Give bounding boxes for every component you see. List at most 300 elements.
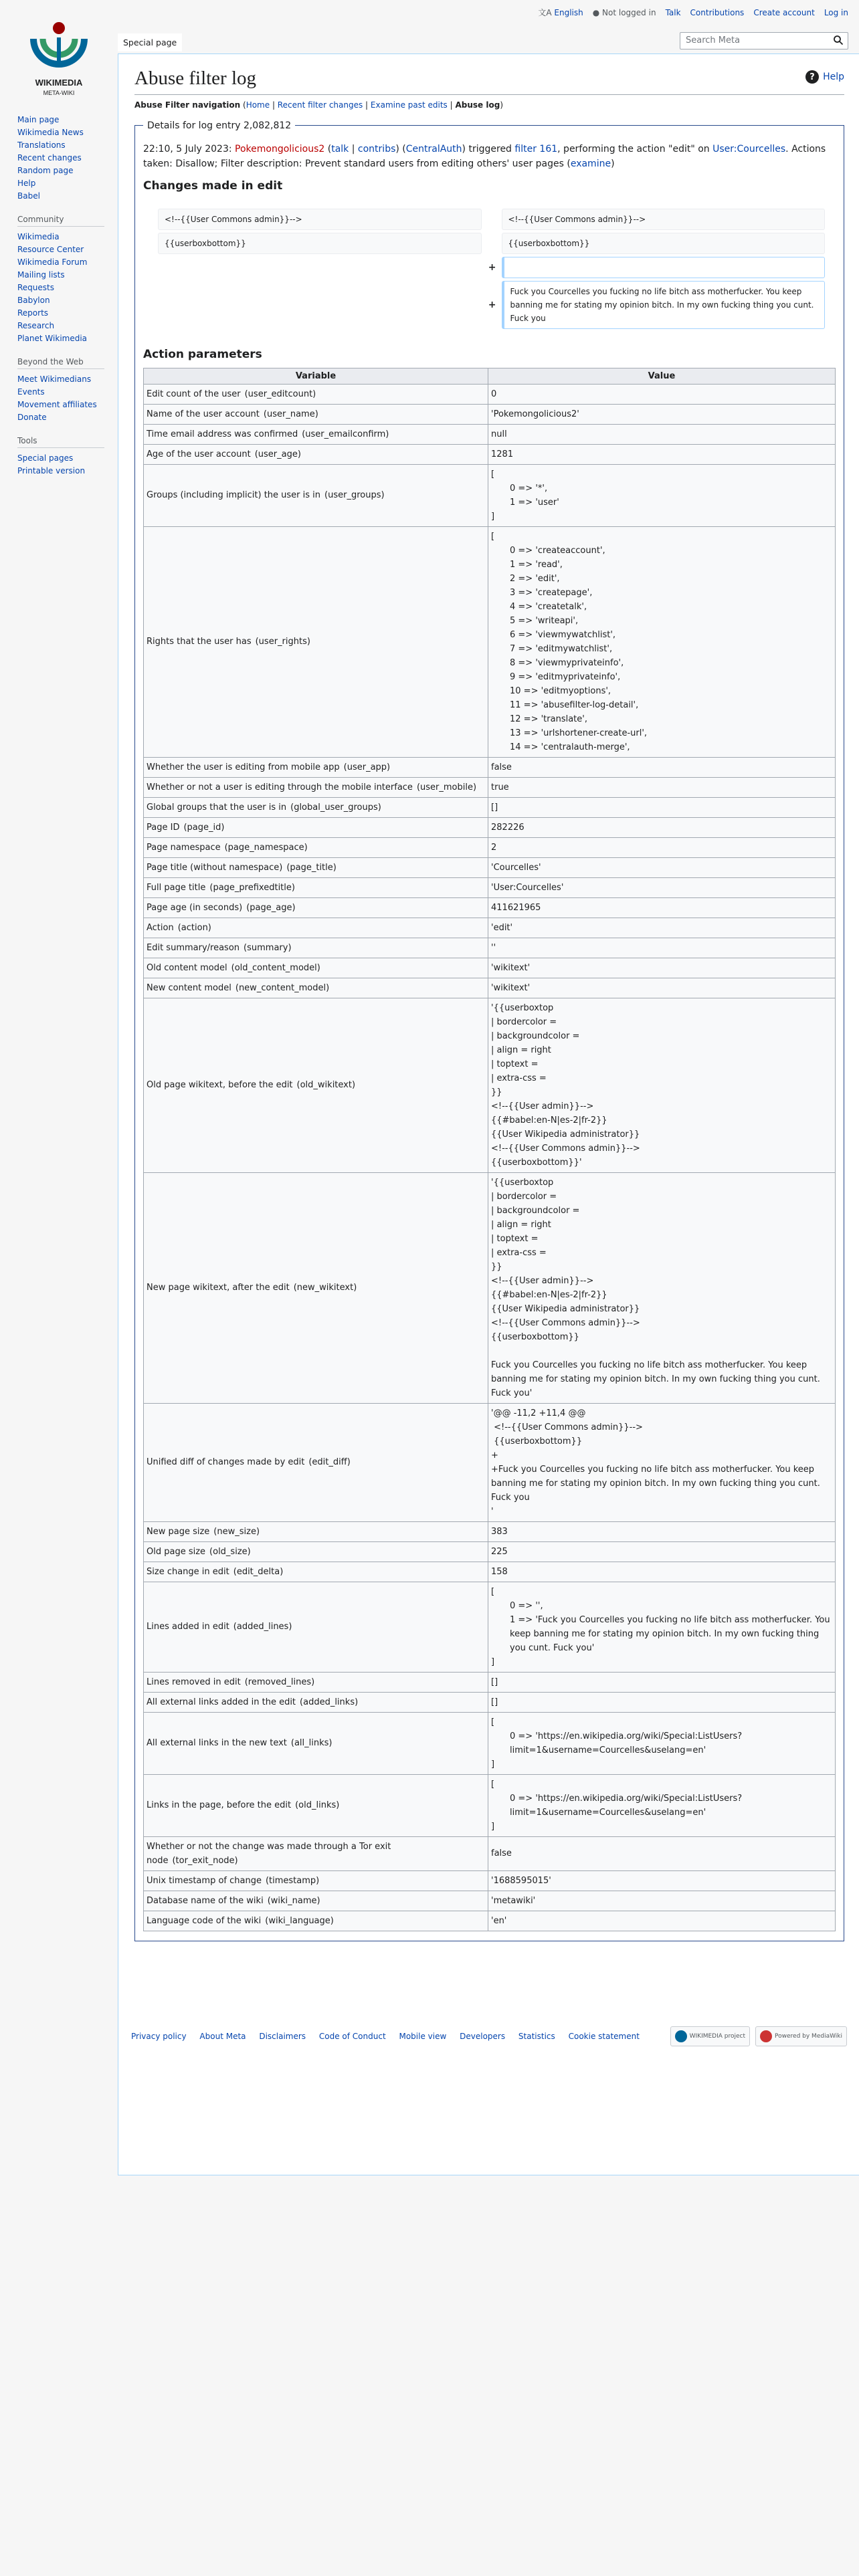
param-row [144, 1774, 836, 1836]
diff-added-line: Fuck you Courcelles you fucking no life bitch ass motherfucker. You keep banning me for stating my opinion bitch. In my own fucking thing you cunt. Fuck you [502, 281, 826, 329]
param-code: (new_size) [213, 1526, 260, 1537]
diff-row [143, 257, 825, 278]
param-code: (global_user_groups) [290, 802, 381, 813]
param-variable [144, 998, 488, 1172]
changes-heading: Changes made in edit [143, 179, 283, 193]
param-value-line: 5 => 'writeapi', [510, 615, 579, 626]
param-value-line: 0 => 'createaccount', [510, 545, 605, 556]
param-value-line: | toptext = [491, 1059, 539, 1069]
param-description: Page title (without namespace) [147, 862, 283, 873]
param-description: Edit count of the user [147, 389, 241, 399]
param-value: 'Pokemongolicious2' [488, 404, 836, 424]
param-row [144, 526, 836, 757]
param-code: (user_emailconfirm) [302, 429, 389, 439]
sidebar-item-events[interactable]: Events [17, 387, 45, 397]
param-description: New page wikitext, after the edit [147, 1283, 290, 1293]
diff-row [143, 281, 825, 329]
param-code: (new_wikitext) [293, 1283, 357, 1293]
param-value-line [491, 1344, 832, 1358]
log-target-link[interactable]: User:Courcelles [712, 143, 786, 154]
param-value [488, 1172, 836, 1403]
not-logged-in [593, 8, 656, 17]
abuse-filter-navigation: Abuse Filter navigation (Home | Recent filter changes | Examine past edits | Abuse log) [134, 100, 503, 110]
param-row [144, 877, 836, 897]
subnav-home[interactable]: Home [246, 100, 270, 110]
param-value-line: 9 => 'editmyprivateinfo', [510, 671, 621, 682]
param-code: (page_id) [183, 822, 225, 833]
param-variable [144, 837, 488, 857]
param-value-line: 0 => '', [510, 1600, 543, 1611]
param-value: [] [488, 1672, 836, 1692]
param-description: Whether the user is editing from mobile app [147, 762, 340, 772]
param-variable [144, 1870, 488, 1891]
param-variable [144, 938, 488, 958]
language-selector[interactable] [538, 7, 583, 18]
param-value: 1281 [488, 444, 836, 464]
param-value-line: {{User Wikipedia administrator}} [491, 1303, 640, 1314]
param-value-line: 8 => 'viewmyprivateinfo', [510, 657, 624, 668]
footer-disclaimers[interactable]: Disclaimers [259, 2032, 306, 2041]
param-row [144, 978, 836, 998]
param-code: (old_wikitext) [296, 1080, 356, 1091]
search-box[interactable] [680, 32, 848, 49]
sidebar-item-help[interactable]: Help [17, 179, 36, 188]
param-row [144, 797, 836, 817]
tab-special-page[interactable]: Special page [118, 33, 182, 51]
diff-context-right: <!--{{User Commons admin}}--> [502, 209, 826, 230]
param-value-line: ' [491, 1506, 494, 1517]
language-icon: 文A [538, 8, 552, 17]
sidebar-item-translations[interactable]: Translations [17, 140, 66, 150]
log-entry-legend: Details for log entry 2,082,812 [147, 120, 292, 131]
log-filter-link[interactable]: filter 161 [514, 143, 558, 154]
param-code: (old_content_model) [231, 962, 320, 973]
page-title: Abuse filter log [134, 66, 844, 95]
param-value-line: 13 => 'urlshortener-create-url', [510, 728, 648, 738]
log-examine-link[interactable]: examine [570, 158, 611, 169]
param-code: (page_title) [286, 862, 337, 873]
param-variable [144, 1891, 488, 1911]
param-value-line: | toptext = [491, 1233, 539, 1244]
param-row [144, 1541, 836, 1562]
param-description: Size change in edit [147, 1566, 229, 1577]
main-content [118, 53, 859, 2175]
sidebar-item-recent-changes[interactable]: Recent changes [17, 153, 82, 163]
sidebar [0, 114, 118, 490]
footer-developers[interactable]: Developers [460, 2032, 506, 2041]
param-variable [144, 1911, 488, 1931]
log-time: 22:10, 5 July 2023: [143, 143, 232, 154]
param-description: Groups (including implicit) the user is in [147, 490, 321, 501]
log-actions: . Actions taken: Disallow; Filter description: Prevent standard users from editing others' user pages ( [143, 143, 826, 169]
param-code: (edit_diff) [308, 1457, 351, 1468]
param-value-line: 10 => 'editmyoptions', [510, 685, 611, 696]
param-value-line: <!--{{User Commons admin}}--> [491, 1317, 640, 1328]
param-value: false [488, 757, 836, 777]
not-logged-in-label: Not logged in [602, 7, 656, 17]
param-description: Links in the page, before the edit [147, 1800, 292, 1811]
sidebar-main [17, 114, 118, 203]
sidebar-item-requests[interactable]: Requests [17, 283, 54, 292]
param-variable [144, 797, 488, 817]
param-value-line: {{userboxbottom}} [491, 1436, 583, 1446]
diff-row [143, 233, 825, 254]
param-value: null [488, 424, 836, 444]
param-value-line: ] [491, 1759, 495, 1769]
param-row [144, 958, 836, 978]
diff-context-left: {{userboxbottom}} [158, 233, 482, 254]
sidebar-item-meet-wikimedians[interactable]: Meet Wikimedians [17, 374, 92, 384]
param-description: Page namespace [147, 842, 221, 853]
param-value-line: [ [491, 1779, 495, 1790]
param-value: 2 [488, 837, 836, 857]
mediawiki-badge-label: Powered by MediaWiki [775, 2033, 842, 2040]
log-close-paren: ) [611, 158, 615, 169]
sidebar-heading-community: Community [17, 215, 104, 227]
param-value-line: +Fuck you Courcelles you fucking no life bitch ass motherfucker. You keep banning me for stating my opinion bitch. In my own fucking thing you cunt. Fuck you [491, 1464, 823, 1503]
param-value [488, 1774, 836, 1836]
sidebar-item-planet-wikimedia[interactable]: Planet Wikimedia [17, 334, 88, 343]
param-value: 282226 [488, 817, 836, 837]
param-row [144, 1562, 836, 1582]
param-value-line: <!--{{User Commons admin}}--> [491, 1143, 640, 1154]
param-value-line: 11 => 'abusefilter-log-detail', [510, 700, 639, 710]
param-value: '1688595015' [488, 1870, 836, 1891]
search-input[interactable]: Search Meta [686, 35, 741, 45]
param-description: Full page title [147, 882, 206, 893]
param-value-line: <!--{{User admin}}--> [491, 1101, 594, 1111]
param-value-line: [ [491, 531, 495, 542]
log-triggered: triggered [468, 143, 512, 154]
sidebar-item-babylon[interactable]: Babylon [17, 296, 50, 305]
param-description: Rights that the user has [147, 637, 252, 647]
param-value-line: [ [491, 1717, 495, 1727]
param-code: (tor_exit_node) [172, 1855, 238, 1866]
param-row [144, 1870, 836, 1891]
param-variable [144, 1541, 488, 1562]
footer [131, 2026, 847, 2046]
footer-code-of-conduct[interactable]: Code of Conduct [318, 2032, 386, 2041]
param-description: All external links added in the edit [147, 1697, 296, 1707]
param-value-line: ] [491, 1656, 495, 1667]
help-link[interactable] [805, 70, 844, 84]
param-code: (added_lines) [233, 1622, 292, 1632]
param-row [144, 1403, 836, 1521]
param-code: (user_mobile) [416, 782, 477, 792]
param-description: Lines removed in edit [147, 1677, 241, 1687]
log-centralauth[interactable]: CentralAuth [405, 143, 462, 154]
sidebar-item-resource-center[interactable]: Wikimedia Resource Center [17, 232, 84, 254]
param-code: (summary) [244, 942, 292, 953]
param-row [144, 444, 836, 464]
param-value-line: 4 => 'createtalk', [510, 601, 587, 612]
param-value-line: | bordercolor = [491, 1016, 557, 1027]
param-code: (edit_delta) [233, 1566, 284, 1577]
param-value [488, 1582, 836, 1672]
site-logo[interactable] [17, 11, 100, 99]
param-value-line: 1 => 'read', [510, 559, 563, 570]
param-value-line: | extra-css = [491, 1073, 547, 1083]
param-description: Language code of the wiki [147, 1915, 262, 1926]
footer-about-meta[interactable]: About Meta [199, 2032, 246, 2041]
sidebar-item-babel[interactable]: Babel [17, 191, 40, 201]
help-label[interactable]: Help [823, 72, 844, 82]
param-value: 'wikitext' [488, 958, 836, 978]
param-value-line: <!--{{User admin}}--> [491, 1275, 594, 1286]
param-code: (removed_lines) [244, 1677, 315, 1687]
param-code: (old_links) [295, 1800, 340, 1811]
sidebar-heading-beyond: Beyond the Web [17, 357, 104, 369]
param-description: Global groups that the user is in [147, 802, 287, 813]
param-value: 383 [488, 1521, 836, 1541]
param-variable [144, 1836, 488, 1870]
param-variable [144, 757, 488, 777]
param-row [144, 837, 836, 857]
param-description: Old page size [147, 1546, 206, 1557]
diff-context-right: {{userboxbottom}} [502, 233, 826, 254]
param-value [488, 464, 836, 526]
page-tabs [118, 33, 182, 51]
param-value-line: | bordercolor = [491, 1191, 557, 1202]
wikimedia-badge-label: WIKIMEDIA project [689, 2033, 746, 2040]
param-value: 'User:Courcelles' [488, 877, 836, 897]
param-row [144, 857, 836, 877]
param-variable [144, 464, 488, 526]
subnav-examine-past-edits[interactable]: Examine past edits [370, 100, 448, 110]
param-code: (added_links) [300, 1697, 359, 1707]
param-variable [144, 1774, 488, 1836]
param-value: 411621965 [488, 897, 836, 918]
log-in-link[interactable]: Log in [824, 7, 848, 17]
footer-privacy-policy[interactable]: Privacy policy [131, 2032, 187, 2041]
param-value: [] [488, 797, 836, 817]
param-value-line: 3 => 'createpage', [510, 587, 593, 598]
subnav-recent-filter-changes[interactable]: Recent filter changes [277, 100, 363, 110]
search-icon[interactable] [833, 35, 844, 48]
param-value: [] [488, 1692, 836, 1712]
params-col-value: Value [488, 368, 836, 384]
param-value-line: {{userboxbottom}} [491, 1331, 579, 1342]
param-value-line: '@@ -11,2 +11,4 @@ [491, 1408, 586, 1418]
param-value [488, 998, 836, 1172]
param-value-line: 0 => 'https://en.wikipedia.org/wiki/Special:ListUsers?limit=1&username=Courcelles&uselang=en' [510, 1731, 743, 1755]
param-code: (old_size) [209, 1546, 251, 1557]
param-code: (wiki_name) [267, 1895, 320, 1906]
param-variable [144, 897, 488, 918]
sidebar-item-research[interactable]: Research [17, 321, 55, 330]
sidebar-item-movement-affiliates[interactable]: Movement affiliates [17, 400, 97, 409]
param-description: Time email address was confirmed [147, 429, 298, 439]
param-row [144, 384, 836, 404]
param-description: Page age (in seconds) [147, 902, 243, 913]
param-row [144, 938, 836, 958]
sidebar-item-wikimedia-news[interactable]: Wikimedia News [17, 128, 84, 137]
param-value-line: | backgroundcolor = [491, 1031, 580, 1041]
param-value: 'Courcelles' [488, 857, 836, 877]
params-body [144, 384, 836, 1931]
subnav-label: Abuse Filter navigation [134, 100, 241, 110]
talk-link[interactable]: Talk [665, 7, 681, 17]
param-variable [144, 1672, 488, 1692]
param-code: (user_age) [254, 449, 301, 459]
param-description: Unified diff of changes made by edit [147, 1457, 305, 1468]
param-row [144, 817, 836, 837]
param-value-line: {{userboxbottom}}' [491, 1157, 582, 1168]
param-value-line: [ [491, 469, 495, 479]
param-value-line: + [491, 1450, 498, 1461]
sidebar-heading-tools: Tools [17, 436, 104, 448]
param-row [144, 777, 836, 797]
param-code: (action) [177, 922, 211, 933]
param-value-line: 6 => 'viewmywatchlist', [510, 629, 616, 640]
params-table [143, 368, 836, 1931]
param-value-line: {{User Wikipedia administrator}} [491, 1129, 640, 1140]
sidebar-item-wikimedia-forum[interactable]: Wikimedia Forum [17, 257, 88, 267]
param-value-line: ] [491, 1821, 495, 1832]
param-code: (new_content_model) [235, 982, 330, 993]
wikimedia-badge-icon [675, 2030, 687, 2042]
param-value-line: | align = right [491, 1045, 551, 1055]
param-value: false [488, 1836, 836, 1870]
param-row [144, 404, 836, 424]
param-variable [144, 1521, 488, 1541]
param-value: 'edit' [488, 918, 836, 938]
sidebar-item-mailing-lists[interactable]: Mailing lists [17, 270, 65, 280]
param-row [144, 1521, 836, 1541]
param-value [488, 1712, 836, 1774]
footer-links [131, 2032, 650, 2041]
log-user-talk[interactable]: talk [331, 143, 349, 154]
param-description: Whether or not a user is editing through the mobile interface [147, 782, 413, 792]
mediawiki-badge-icon [760, 2030, 772, 2042]
diff-added-line-empty [502, 257, 826, 278]
param-description: Old content model [147, 962, 227, 973]
param-row [144, 998, 836, 1172]
param-description: Page ID [147, 822, 180, 833]
log-summary: 22:10, 5 July 2023: Pokemongolicious2 (talk | contribs) (CentralAuth) triggered filter 161, performing the action "edit" on User:Courcelles. Actions taken: Disallow; Filter description: Prevent standard users from editing others' user pages (examine) [143, 143, 826, 169]
param-code: (user_rights) [255, 637, 310, 647]
param-variable [144, 978, 488, 998]
param-value-line: '{{userboxtop [491, 1002, 554, 1013]
log-entry-details [134, 120, 844, 1941]
param-description: New content model [147, 982, 231, 993]
param-value-line: 1 => 'user' [510, 497, 559, 508]
param-row [144, 1172, 836, 1403]
subnav-abuse-log: Abuse log [455, 100, 500, 110]
param-value-line: '{{userboxtop [491, 1177, 554, 1188]
footer-badges [670, 2026, 847, 2046]
param-value: 0 [488, 384, 836, 404]
footer-cookie-statement[interactable]: Cookie statement [568, 2032, 640, 2041]
param-row [144, 1712, 836, 1774]
param-value [488, 1403, 836, 1521]
diff-row [143, 209, 825, 230]
diff-added-marker: + [488, 261, 496, 273]
sidebar-item-reports[interactable]: Reports [17, 308, 49, 318]
param-value-line: ] [491, 511, 495, 522]
param-variable [144, 424, 488, 444]
param-value: 225 [488, 1541, 836, 1562]
diff-added-marker: + [488, 299, 496, 310]
sidebar-item-random-page[interactable]: Random page [17, 166, 74, 175]
param-row [144, 1692, 836, 1712]
param-value-line: 12 => 'translate', [510, 714, 587, 724]
param-variable [144, 958, 488, 978]
sidebar-item-special-pages[interactable]: Special pages [17, 453, 74, 463]
param-description: Old page wikitext, before the edit [147, 1080, 293, 1091]
param-variable [144, 877, 488, 897]
language-link[interactable]: English [554, 8, 583, 17]
param-code: (user_name) [263, 409, 318, 419]
param-value: '' [488, 938, 836, 958]
sidebar-item-main-page[interactable]: Main page [17, 115, 60, 124]
param-row [144, 1891, 836, 1911]
param-variable [144, 404, 488, 424]
param-variable [144, 1712, 488, 1774]
param-variable [144, 444, 488, 464]
mediawiki-badge[interactable] [755, 2026, 847, 2046]
sidebar-beyond [17, 357, 118, 424]
param-value-line: <!--{{User Commons admin}}--> [491, 1422, 643, 1432]
param-row [144, 424, 836, 444]
param-variable [144, 384, 488, 404]
footer-statistics[interactable]: Statistics [518, 2032, 555, 2041]
diff-table [138, 206, 830, 332]
create-account-link[interactable]: Create account [753, 7, 815, 17]
param-value-scrollbox[interactable] [491, 530, 832, 754]
param-code: (user_app) [343, 762, 391, 772]
param-row [144, 897, 836, 918]
param-code: (user_groups) [324, 490, 385, 501]
param-value-line: }} [491, 1087, 502, 1097]
footer-mobile-view[interactable]: Mobile view [399, 2032, 447, 2041]
contributions-link[interactable]: Contributions [690, 7, 745, 17]
param-value-line: {{#babel:en-N|es-2|fr-2}} [491, 1115, 607, 1125]
param-variable [144, 1403, 488, 1521]
param-description: Lines added in edit [147, 1622, 229, 1632]
log-user-link[interactable]: Pokemongolicious2 [235, 143, 325, 154]
param-value-line: 0 => 'https://en.wikipedia.org/wiki/Special:ListUsers?limit=1&username=Courcelles&uselang=en' [510, 1793, 743, 1818]
param-variable [144, 918, 488, 938]
param-value-line: Fuck you Courcelles you fucking no life bitch ass motherfucker. You keep banning me for stating my opinion bitch. In my own fucking thing you cunt. Fuck you' [491, 1360, 823, 1398]
sidebar-item-donate[interactable]: Donate [17, 413, 47, 422]
param-value-line: 14 => 'centralauth-merge', [510, 742, 630, 752]
param-variable [144, 1582, 488, 1672]
param-value [488, 526, 836, 757]
wikimedia-project-badge[interactable] [670, 2026, 750, 2046]
sidebar-tools [17, 436, 118, 477]
param-value-scrollbox[interactable] [491, 1176, 832, 1400]
params-heading: Action parameters [143, 347, 262, 361]
log-user-contribs[interactable]: contribs [357, 143, 396, 154]
sidebar-community [17, 215, 118, 345]
param-value-line: 2 => 'edit', [510, 573, 560, 584]
param-value-line: }} [491, 1261, 502, 1272]
param-value-line: 0 => '*', [510, 483, 548, 494]
log-performing: , performing the action "edit" on [557, 143, 710, 154]
param-code: (wiki_language) [265, 1915, 334, 1926]
param-row [144, 1911, 836, 1931]
param-row [144, 918, 836, 938]
sidebar-item-printable-version[interactable]: Printable version [17, 466, 86, 475]
param-description: Whether or not the change was made through a Tor exit node [147, 1841, 391, 1866]
param-value: 'metawiki' [488, 1891, 836, 1911]
param-variable [144, 777, 488, 797]
param-value-line: | align = right [491, 1219, 551, 1230]
params-col-variable: Variable [144, 368, 488, 384]
param-value-line: 1 => 'Fuck you Courcelles you fucking no life bitch ass motherfucker. You keep banning me for stating my opinion bitch. In my own fucking thing you cunt. Fuck you' [510, 1614, 830, 1653]
param-variable [144, 526, 488, 757]
